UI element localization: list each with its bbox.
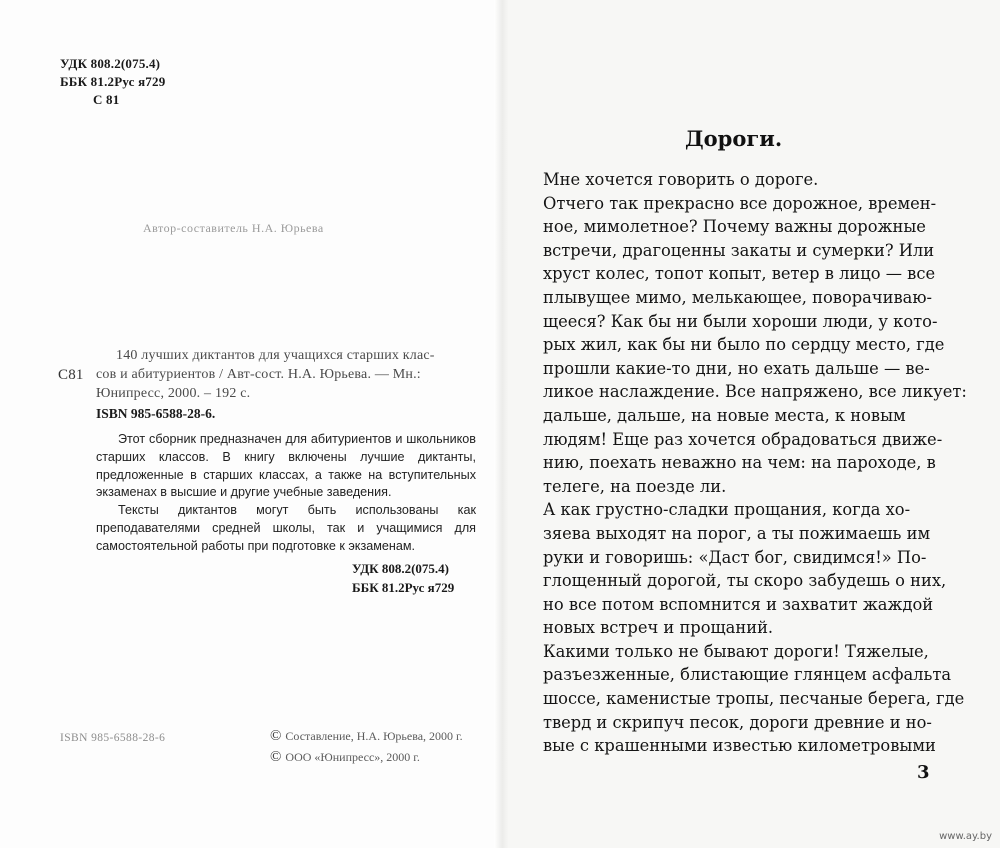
copyright-icon: © xyxy=(270,749,282,765)
bib-line-1: 140 лучших диктантов для учащихся старших клас- xyxy=(116,348,435,363)
text-line: плывущее мимо, мелькающее, поворачиваю- xyxy=(543,287,933,307)
udk-code-bottom: УДК 808.2(075.4) xyxy=(352,561,450,576)
udk-code: УДК 808.2(075.4) xyxy=(60,56,161,71)
text-line: разъезженные, блистающие глянцем асфальта xyxy=(543,665,952,685)
page-number: 3 xyxy=(917,762,930,783)
copyright-icon: © xyxy=(270,728,282,744)
text-line: новых встреч и прощаний. xyxy=(543,618,774,638)
annotation-paragraph-1: Этот сборник предназначен для абитуриентов и школьников старших классов. В книгу включены лучшие диктанты, предложенные в старших классах, а также на вступительных экзаменах в высшие и другие учебные заведения. xyxy=(96,432,476,500)
bib-line-3: Юнипресс, 2000. – 192 с. xyxy=(96,386,251,401)
text-line: щееся? Как бы ни были хороши люди, у кото- xyxy=(543,311,938,331)
bbk-code-bottom: ББК 81.2Рус я729 xyxy=(352,580,455,595)
text-line: вые с крашенными известью километровыми xyxy=(543,736,936,756)
text-line: А как грустно-сладки прощания, когда хо- xyxy=(543,500,911,520)
text-line: людям! Еще раз хочется обрадоваться движе- xyxy=(543,429,943,449)
bbk-code: ББК 81.2Рус я729 xyxy=(60,74,166,89)
annotation-paragraph-2: Тексты диктантов могут быть использованы как преподавателями средней школы, так и учащимися для самостоятельной работы при подготовке к экзаменам. xyxy=(96,503,476,553)
text-line: зяева выходят на порог, а ты пожимаешь им xyxy=(543,523,931,543)
annotation xyxy=(96,431,476,556)
text-line: Отчего так прекрасно все дорожное, времен- xyxy=(543,193,937,213)
story-title: Дороги. xyxy=(685,126,783,151)
text-line: нию, поехать неважно на чем: на пароходе, в xyxy=(543,453,936,473)
text-line: Мне хочется говорить о дороге. xyxy=(543,170,819,189)
text-line: рых жил, как бы ни было по сердцу место, где xyxy=(543,335,945,355)
copyright-line-2: © ООО «Юнипресс», 2000 г. xyxy=(270,749,420,765)
bib-line-2: сов и абитуриентов / Авт-сост. Н.А. Юрьева. — Мн.: xyxy=(96,367,421,382)
author-line: Автор-составитель Н.А. Юрьева xyxy=(143,221,324,235)
text-line: шоссе, каменистые тропы, песчаные берега, где xyxy=(543,689,965,709)
text-line: встречи, драгоценны закаты и сумерки? Или xyxy=(543,240,935,260)
text-line: глощенный дорогой, ты скоро забудешь о них, xyxy=(543,571,947,591)
watermark: www.ay.by xyxy=(939,831,992,842)
copyright-line-1: © Составление, Н.А. Юрьева, 2000 г. xyxy=(270,728,463,744)
book-gutter xyxy=(494,0,508,848)
text-line: ное, мимолетное? Почему важны дорожные xyxy=(543,217,926,237)
text-line: руки и говоришь: «Даст бог, свидимся!» По- xyxy=(543,547,927,567)
bib-code: С81 xyxy=(58,367,84,383)
text-line: тверд и скрипуч песок, дороги древние и но- xyxy=(543,712,932,732)
text-line: но все потом вспомнится и захватит жаждой xyxy=(543,594,934,614)
text-line: ликое наслаждение. Все напряжено, все ликует: xyxy=(543,382,967,402)
story-text xyxy=(543,168,967,758)
text-line: дальше, дальше, на новые места, к новым xyxy=(543,405,906,425)
cutter-code: С 81 xyxy=(93,92,120,107)
isbn-main: ISBN 985-6588-28-6. xyxy=(96,406,216,421)
isbn-footer: ISBN 985-6588-28-6 xyxy=(60,732,166,744)
text-line: Какими только не бывают дороги! Тяжелые, xyxy=(543,641,929,661)
text-line: телеге, на поезде ли. xyxy=(543,476,727,496)
text-line: прошли какие-то дни, но ехать дальше — ве- xyxy=(543,358,930,378)
text-line: хруст колес, топот копыт, ветер в лицо — все xyxy=(543,264,936,284)
